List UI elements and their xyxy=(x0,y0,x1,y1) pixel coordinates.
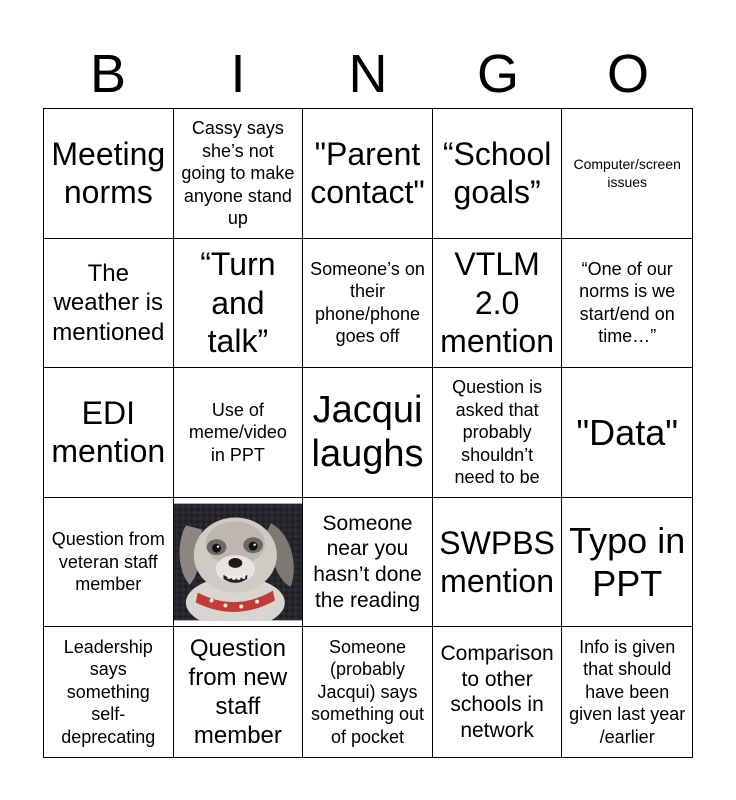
bingo-cell-r1-c1[interactable] xyxy=(44,109,174,239)
bingo-cell-label: Someone (probably Jacqui) says something out of pocket xyxy=(310,636,425,747)
bingo-cell-r5-c1[interactable] xyxy=(44,627,174,757)
bingo-cell-r3-c2[interactable] xyxy=(174,368,304,498)
bingo-cell-r5-c2[interactable] xyxy=(174,627,304,757)
bingo-cell-label: Computer/screen issues xyxy=(573,156,681,191)
bingo-cell-r4-c2[interactable] xyxy=(174,498,304,628)
bingo-header xyxy=(43,40,693,108)
bingo-cell-label: “One of our norms is we start/end on time…” xyxy=(579,258,676,347)
header-letter-b: B xyxy=(89,44,127,104)
bingo-cell-label: The weather is mentioned xyxy=(52,259,165,346)
bingo-board xyxy=(43,108,693,758)
bingo-cell-label: Typo in PPT xyxy=(569,519,686,605)
bingo-cell-label: SWPBS mention xyxy=(439,524,555,600)
bingo-cell-r1-c5[interactable] xyxy=(562,109,692,239)
bingo-cell-label: Use of meme/video in PPT xyxy=(188,399,287,465)
bingo-cell-r2-c1[interactable] xyxy=(44,239,174,369)
bingo-cell-r2-c2[interactable] xyxy=(174,239,304,369)
bingo-cell-r3-c3[interactable] xyxy=(303,368,433,498)
bingo-cell-label: Question from veteran staff member xyxy=(51,529,165,595)
bingo-cell-label: VTLM 2.0 mention xyxy=(440,246,555,360)
bingo-cell-r5-c4[interactable] xyxy=(433,627,563,757)
header-letter-n: N xyxy=(348,44,388,104)
bingo-cell-label: "Parent contact" xyxy=(310,135,425,211)
bingo-cell-r1-c2[interactable] xyxy=(174,109,304,239)
bingo-cell-r2-c3[interactable] xyxy=(303,239,433,369)
bingo-cell-label: Cassy says she’s not going to make anyone stand up xyxy=(181,118,295,229)
bingo-cell-r4-c4[interactable] xyxy=(433,498,563,628)
bingo-cell-r2-c5[interactable] xyxy=(562,239,692,369)
bingo-cell-r1-c4[interactable] xyxy=(433,109,563,239)
bingo-cell-label: Info is given that should have been given last year /earlier xyxy=(569,636,686,747)
bingo-cell-r5-c5[interactable] xyxy=(562,627,692,757)
bingo-cell-label: Comparison to other schools in network xyxy=(440,641,554,742)
bingo-cell-label: EDI mention xyxy=(51,395,166,470)
bingo-cell-r2-c4[interactable] xyxy=(433,239,563,369)
bingo-cell-label: “Turn and talk” xyxy=(200,246,276,360)
bingo-cell-r5-c3[interactable] xyxy=(303,627,433,757)
header-letter-i: I xyxy=(230,44,246,104)
bingo-cell-r1-c3[interactable] xyxy=(303,109,433,239)
bingo-cell-r3-c5[interactable] xyxy=(562,368,692,498)
bingo-cell-r4-c3[interactable] xyxy=(303,498,433,628)
bingo-cell-r3-c1[interactable] xyxy=(44,368,174,498)
bingo-cell-label: “School goals” xyxy=(442,135,552,211)
header-letter-g: G xyxy=(476,44,519,104)
bingo-cell-label: Meeting norms xyxy=(51,135,166,211)
bingo-cell-label: Question is asked that probably shouldn’t need to be xyxy=(452,377,543,488)
bingo-cell-label: Someone near you hasn’t done the reading xyxy=(313,511,422,612)
header-letter-o: O xyxy=(606,44,649,104)
bingo-cell-label: Leadership says something self-deprecating xyxy=(61,636,156,747)
bingo-cell-label: "Data" xyxy=(576,411,678,453)
dog-photo-image xyxy=(174,503,303,621)
bingo-cell-label: Jacqui laughs xyxy=(311,388,424,476)
bingo-cell-r4-c1[interactable] xyxy=(44,498,174,628)
bingo-cell-label: Question from new staff member xyxy=(188,634,288,750)
bingo-cell-label: Someone’s on their phone/phone goes off xyxy=(310,258,425,347)
bingo-cell-r3-c4[interactable] xyxy=(433,368,563,498)
bingo-cell-r4-c5[interactable] xyxy=(562,498,692,628)
